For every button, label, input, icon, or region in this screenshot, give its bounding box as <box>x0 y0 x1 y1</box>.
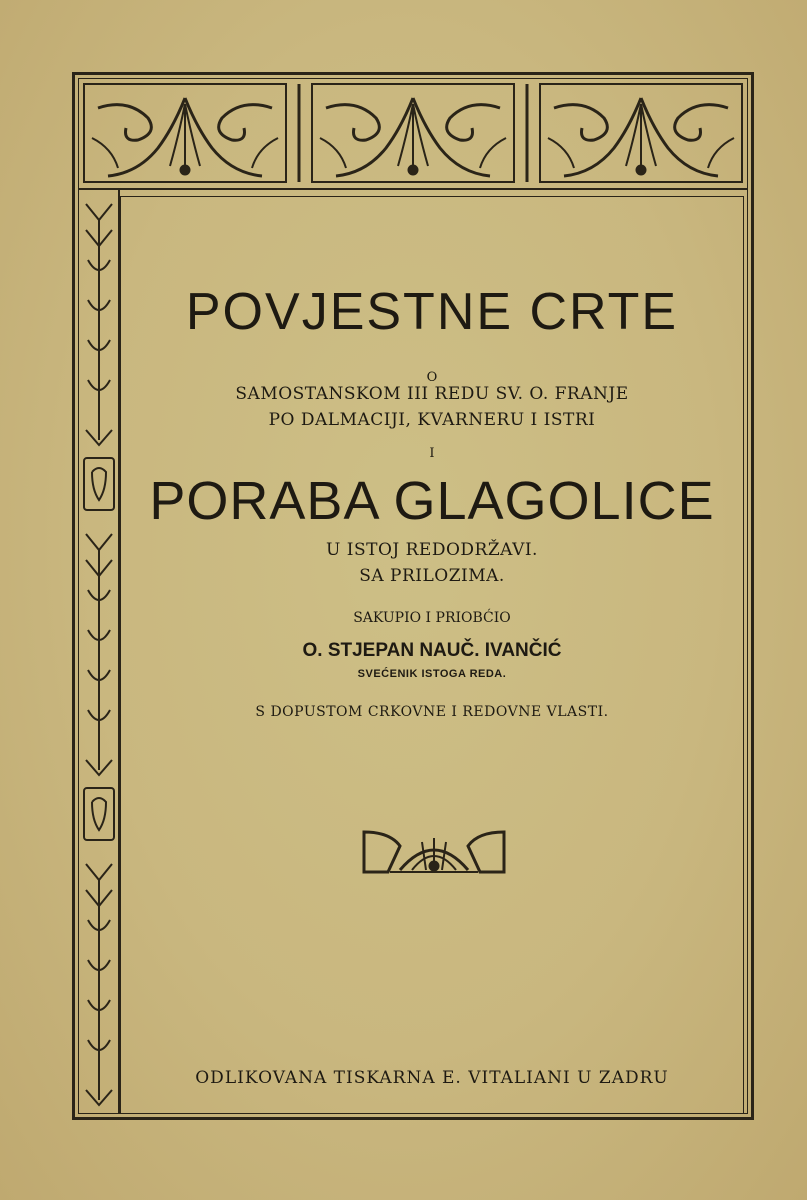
permission-note: S DOPUSTOM CRKOVNE I REDOVNE VLASTI. <box>255 704 609 720</box>
second-title: PORABA GLAGOLICE <box>149 471 715 531</box>
side-ornament-strip <box>78 190 120 1114</box>
subtitle-line-1: SAMOSTANSKOM III REDU SV. O. FRANJE <box>235 384 629 404</box>
subtitle-line-3: U ISTOJ REDODRŽAVI. <box>326 540 538 560</box>
subtitle-line-2: PO DALMACIJI, KVARNERU I ISTRI <box>268 410 596 430</box>
compiler-intro: SAKUPIO I PRIOBĆIO <box>353 610 511 626</box>
connector-i: I <box>429 446 435 461</box>
subtitle-line-4: SA PRILOZIMA. <box>359 566 505 586</box>
main-title: POVJESTNE CRTE <box>185 283 679 341</box>
fan-ornament <box>360 826 508 878</box>
author-role: SVEĆENIK ISTOGA REDA. <box>357 668 507 680</box>
printer-imprint: ODLIKOVANA TISKARNA E. VITALIANI U ZADRU <box>195 1068 669 1088</box>
top-ornament-panels <box>78 78 748 190</box>
author-name: O. STJEPAN NAUČ. IVANČIĆ <box>302 640 562 661</box>
connector-o: O <box>426 370 438 385</box>
